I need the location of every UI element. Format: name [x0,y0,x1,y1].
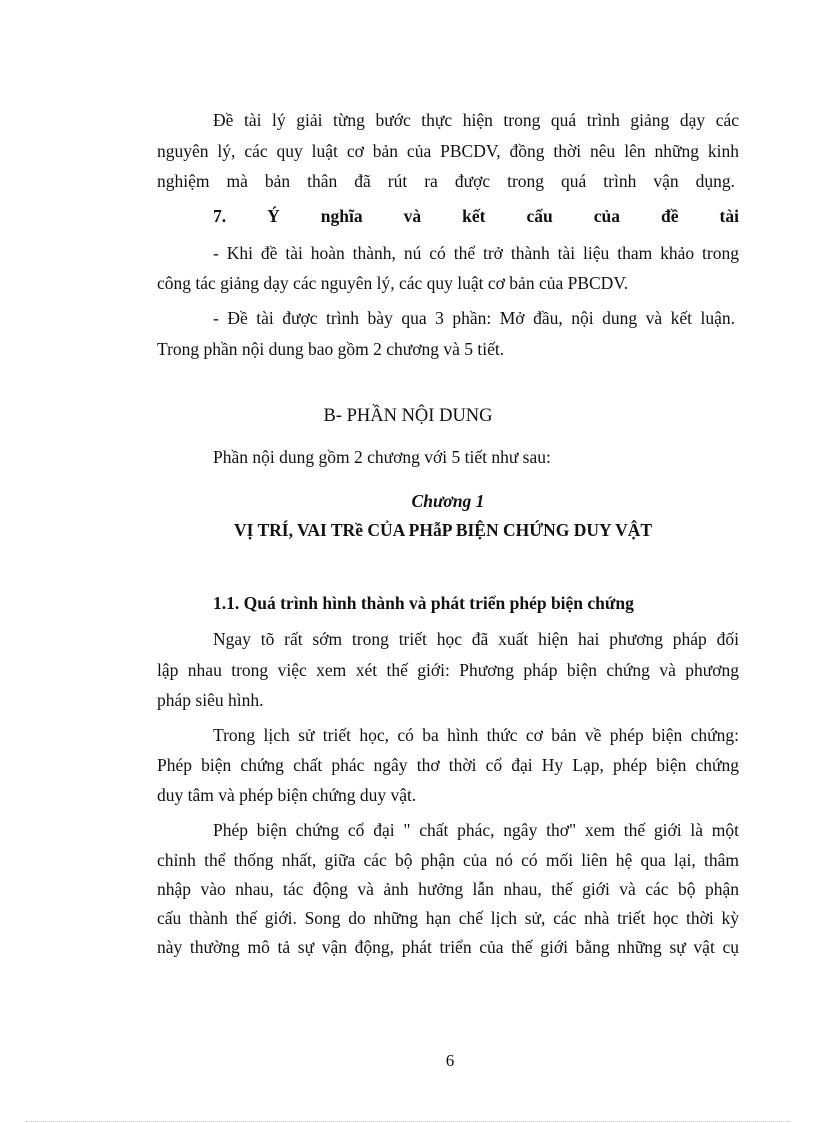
paragraph-line: duy tâm và phép biện chứng duy vật. [157,785,417,805]
paragraph-line: - Khi đề tài hoàn thành, nú có thể trở thành tài liệu tham khảo trong [213,243,739,263]
paragraph-line: Phép biện chứng chất phác ngây thơ thời cổ đại Hy Lạp, phép biện chứng [157,755,739,775]
paragraph-line: công tác giảng dạy các nguyên lý, các quy luật cơ bản của PBCDV. [157,273,629,293]
heading-7 [213,205,739,227]
paragraph-line: Đề tài lý giải từng bước thực hiện trong quá trình giảng dạy các [213,110,739,130]
heading-word: của [593,206,621,226]
paragraph-line: Ngay tõ rất sớm trong triết học đã xuất hiện hai phương pháp đối [213,629,739,649]
paragraph-line: chỉnh thể thống nhất, giữa các bộ phận của nó có mối liên hệ qua lại, thâm [157,850,739,870]
heading-word: nghĩa [320,206,363,226]
chapter-label: Chương 1 [411,491,485,511]
paragraph-line: Phép biện chứng cổ đại " chất phác, ngây thơ" xem thế giới là một [213,820,739,840]
bottom-divider [26,1121,790,1122]
part-b-title: B- PHẦN NỘI DUNG [323,406,493,426]
heading-word: Ý [267,206,280,226]
paragraph-line: Trong lịch sử triết học, có ba hình thức cơ bản về phép biện chứng: [213,725,739,745]
heading-number: 7. [213,206,227,226]
heading-word: đề [661,206,679,226]
paragraph-line: Trong phần nội dung bao gồm 2 chương và 5 tiết. [157,339,505,359]
paragraph-line: nguyên lý, các quy luật cơ bản của PBCDV, đồng thời nêu lên những kinh [157,141,739,161]
section-title: 1.1. Quá trình hình thành và phát triển phép biện chứng [213,593,634,613]
paragraph-line: pháp siêu hình. [157,690,264,710]
heading-word: cấu [526,206,553,226]
page-number: 6 [445,1051,455,1070]
paragraph-line: nghiệm mà bản thân đã rút ra được trong quá trình vận dụng. [157,171,735,191]
heading-word: kết [462,206,486,226]
paragraph-line: này thường mô tả sự vận động, phát triển của thế giới bằng những sự vật cụ [157,937,739,957]
part-b-intro: Phần nội dung gồm 2 chương với 5 tiết như sau: [213,447,551,467]
paragraph-line: - Đề tài được trình bày qua 3 phần: Mở đầu, nội dung và kết luận. [213,308,735,328]
paragraph-line: lập nhau trong việc xem xét thế giới: Phương pháp biện chứng và phương [157,660,739,680]
paragraph-line: nhập vào nhau, tác động và ảnh hưởng lẫn nhau, thế giới và các bộ phận [157,879,739,899]
paragraph-line: cấu thành thế giới. Song do những hạn chế lịch sử, các nhà triết học thời kỳ [157,908,739,928]
heading-word: và [403,206,422,226]
chapter-title: VỊ TRÍ, VAI TRề CỦA PHẫP BIỆN CHỨNG DUY VẬT [233,520,653,540]
heading-word: tài [719,206,739,226]
